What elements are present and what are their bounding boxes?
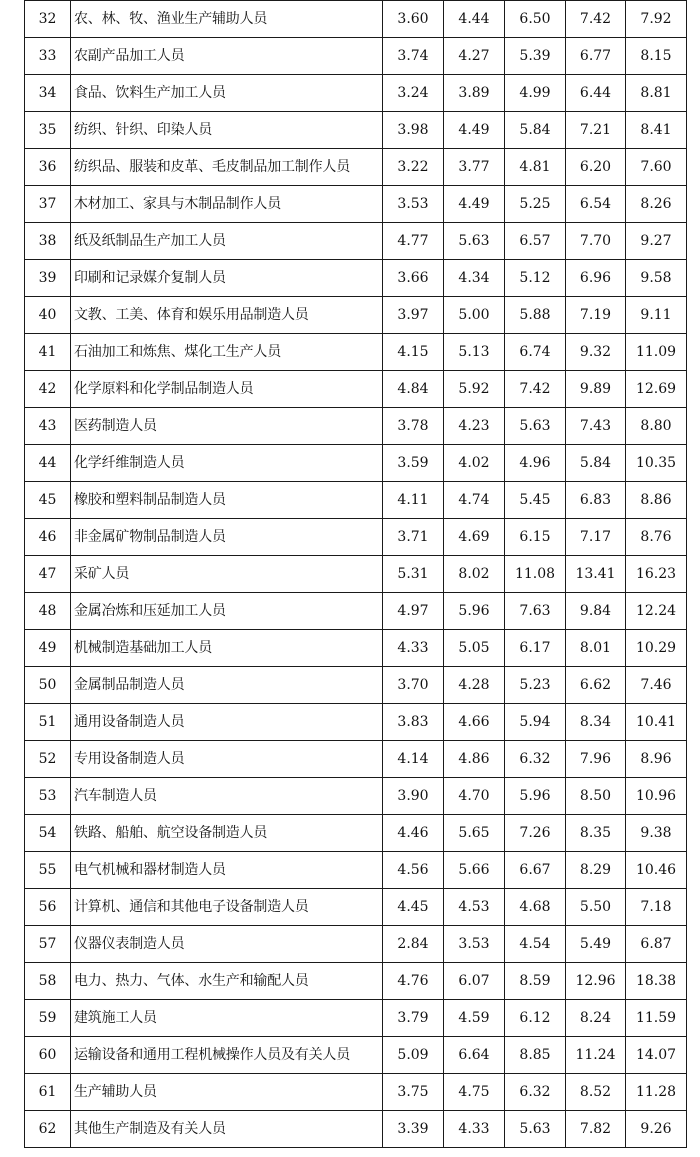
occupation-name: 通用设备制造人员	[71, 704, 383, 741]
row-number: 32	[25, 1, 71, 38]
row-number: 51	[25, 704, 71, 741]
value-cell-5: 7.18	[626, 889, 687, 926]
table-row	[25, 482, 687, 519]
occupation-name: 纺织品、服装和皮革、毛皮制品加工制作人员	[71, 149, 383, 186]
value-cell-2: 4.02	[444, 445, 505, 482]
value-cell-4: 9.32	[566, 334, 626, 371]
row-number: 60	[25, 1037, 71, 1074]
row-number: 39	[25, 260, 71, 297]
value-cell-1: 5.31	[383, 556, 444, 593]
value-cell-1: 3.39	[383, 1111, 444, 1148]
value-cell-1: 3.90	[383, 778, 444, 815]
value-cell-1: 4.56	[383, 852, 444, 889]
value-cell-3: 6.17	[505, 630, 566, 667]
value-cell-3: 5.39	[505, 38, 566, 75]
row-number: 34	[25, 75, 71, 112]
value-cell-1: 3.24	[383, 75, 444, 112]
value-cell-5: 8.26	[626, 186, 687, 223]
row-number: 62	[25, 1111, 71, 1148]
value-cell-3: 5.84	[505, 112, 566, 149]
value-cell-2: 5.96	[444, 593, 505, 630]
value-cell-4: 6.20	[566, 149, 626, 186]
value-cell-1: 3.59	[383, 445, 444, 482]
value-cell-4: 7.70	[566, 223, 626, 260]
table-row	[25, 667, 687, 704]
value-cell-1: 3.70	[383, 667, 444, 704]
value-cell-4: 6.44	[566, 75, 626, 112]
value-cell-5: 10.35	[626, 445, 687, 482]
table-row	[25, 704, 687, 741]
value-cell-2: 5.05	[444, 630, 505, 667]
table-row	[25, 1, 687, 38]
occupation-name: 纺织、针织、印染人员	[71, 112, 383, 149]
value-cell-1: 3.83	[383, 704, 444, 741]
occupation-name: 金属冶炼和压延加工人员	[71, 593, 383, 630]
row-number: 61	[25, 1074, 71, 1111]
value-cell-3: 5.23	[505, 667, 566, 704]
value-cell-4: 6.54	[566, 186, 626, 223]
row-number: 55	[25, 852, 71, 889]
value-cell-4: 6.96	[566, 260, 626, 297]
occupation-name: 生产辅助人员	[71, 1074, 383, 1111]
value-cell-1: 4.45	[383, 889, 444, 926]
table-row	[25, 1000, 687, 1037]
value-cell-3: 5.12	[505, 260, 566, 297]
value-cell-5: 10.29	[626, 630, 687, 667]
value-cell-3: 6.12	[505, 1000, 566, 1037]
row-number: 35	[25, 112, 71, 149]
table-row	[25, 1037, 687, 1074]
value-cell-5: 16.23	[626, 556, 687, 593]
value-cell-5: 12.69	[626, 371, 687, 408]
row-number: 52	[25, 741, 71, 778]
value-cell-1: 3.66	[383, 260, 444, 297]
table-row	[25, 112, 687, 149]
value-cell-2: 5.92	[444, 371, 505, 408]
value-cell-4: 7.43	[566, 408, 626, 445]
value-cell-1: 3.97	[383, 297, 444, 334]
occupation-name: 文教、工美、体育和娱乐用品制造人员	[71, 297, 383, 334]
value-cell-5: 8.86	[626, 482, 687, 519]
table-row	[25, 556, 687, 593]
value-cell-1: 3.75	[383, 1074, 444, 1111]
value-cell-1: 4.77	[383, 223, 444, 260]
value-cell-1: 4.97	[383, 593, 444, 630]
value-cell-4: 8.52	[566, 1074, 626, 1111]
value-cell-2: 4.74	[444, 482, 505, 519]
value-cell-4: 6.83	[566, 482, 626, 519]
value-cell-4: 8.29	[566, 852, 626, 889]
value-cell-3: 6.74	[505, 334, 566, 371]
row-number: 42	[25, 371, 71, 408]
occupation-name: 非金属矿物制品制造人员	[71, 519, 383, 556]
occupation-name: 木材加工、家具与木制品制作人员	[71, 186, 383, 223]
value-cell-2: 6.07	[444, 963, 505, 1000]
value-cell-2: 4.23	[444, 408, 505, 445]
value-cell-3: 4.96	[505, 445, 566, 482]
occupation-name: 化学原料和化学制品制造人员	[71, 371, 383, 408]
row-number: 37	[25, 186, 71, 223]
value-cell-4: 8.50	[566, 778, 626, 815]
value-cell-2: 3.53	[444, 926, 505, 963]
occupation-name: 专用设备制造人员	[71, 741, 383, 778]
row-number: 53	[25, 778, 71, 815]
value-cell-3: 4.68	[505, 889, 566, 926]
value-cell-4: 7.19	[566, 297, 626, 334]
occupation-name: 仪器仪表制造人员	[71, 926, 383, 963]
table-row	[25, 630, 687, 667]
value-cell-2: 4.28	[444, 667, 505, 704]
table-row	[25, 149, 687, 186]
value-cell-3: 6.67	[505, 852, 566, 889]
value-cell-3: 6.32	[505, 1074, 566, 1111]
occupation-name: 医药制造人员	[71, 408, 383, 445]
occupation-name: 农、林、牧、渔业生产辅助人员	[71, 1, 383, 38]
value-cell-2: 5.65	[444, 815, 505, 852]
value-cell-5: 12.24	[626, 593, 687, 630]
value-cell-2: 5.63	[444, 223, 505, 260]
value-cell-4: 7.17	[566, 519, 626, 556]
value-cell-3: 5.94	[505, 704, 566, 741]
value-cell-4: 6.77	[566, 38, 626, 75]
row-number: 57	[25, 926, 71, 963]
value-cell-5: 9.11	[626, 297, 687, 334]
value-cell-1: 3.60	[383, 1, 444, 38]
row-number: 50	[25, 667, 71, 704]
value-cell-4: 11.24	[566, 1037, 626, 1074]
value-cell-5: 10.96	[626, 778, 687, 815]
value-cell-5: 11.28	[626, 1074, 687, 1111]
value-cell-3: 4.81	[505, 149, 566, 186]
value-cell-3: 5.63	[505, 1111, 566, 1148]
value-cell-3: 5.63	[505, 408, 566, 445]
value-cell-4: 5.84	[566, 445, 626, 482]
value-cell-1: 4.15	[383, 334, 444, 371]
value-cell-4: 7.21	[566, 112, 626, 149]
table-row	[25, 260, 687, 297]
value-cell-2: 4.69	[444, 519, 505, 556]
row-number: 40	[25, 297, 71, 334]
table-row	[25, 223, 687, 260]
value-cell-2: 4.75	[444, 1074, 505, 1111]
value-cell-2: 5.13	[444, 334, 505, 371]
value-cell-5: 7.46	[626, 667, 687, 704]
value-cell-2: 4.49	[444, 112, 505, 149]
value-cell-4: 8.34	[566, 704, 626, 741]
value-cell-5: 8.15	[626, 38, 687, 75]
value-cell-1: 3.79	[383, 1000, 444, 1037]
value-cell-1: 3.98	[383, 112, 444, 149]
value-cell-3: 6.50	[505, 1, 566, 38]
table-row	[25, 519, 687, 556]
value-cell-1: 4.76	[383, 963, 444, 1000]
row-number: 47	[25, 556, 71, 593]
occupation-name: 机械制造基础加工人员	[71, 630, 383, 667]
value-cell-3: 5.96	[505, 778, 566, 815]
table-row	[25, 1111, 687, 1148]
table-row	[25, 445, 687, 482]
value-cell-4: 12.96	[566, 963, 626, 1000]
table-row	[25, 408, 687, 445]
row-number: 58	[25, 963, 71, 1000]
value-cell-4: 7.96	[566, 741, 626, 778]
row-number: 36	[25, 149, 71, 186]
value-cell-3: 6.32	[505, 741, 566, 778]
value-cell-3: 4.54	[505, 926, 566, 963]
value-cell-4: 5.49	[566, 926, 626, 963]
value-cell-3: 6.15	[505, 519, 566, 556]
value-cell-5: 8.76	[626, 519, 687, 556]
value-cell-3: 7.42	[505, 371, 566, 408]
value-cell-2: 4.70	[444, 778, 505, 815]
value-cell-3: 4.99	[505, 75, 566, 112]
occupation-name: 橡胶和塑料制品制造人员	[71, 482, 383, 519]
row-number: 45	[25, 482, 71, 519]
value-cell-5: 8.81	[626, 75, 687, 112]
occupation-name: 采矿人员	[71, 556, 383, 593]
value-cell-4: 8.35	[566, 815, 626, 852]
value-cell-2: 4.34	[444, 260, 505, 297]
occupation-name: 电气机械和器材制造人员	[71, 852, 383, 889]
table-row	[25, 741, 687, 778]
occupation-name: 电力、热力、气体、水生产和输配人员	[71, 963, 383, 1000]
table-row	[25, 186, 687, 223]
value-cell-4: 7.82	[566, 1111, 626, 1148]
row-number: 33	[25, 38, 71, 75]
occupation-name: 化学纤维制造人员	[71, 445, 383, 482]
value-cell-5: 9.58	[626, 260, 687, 297]
value-cell-2: 6.64	[444, 1037, 505, 1074]
value-cell-3: 7.63	[505, 593, 566, 630]
row-number: 38	[25, 223, 71, 260]
value-cell-3: 5.45	[505, 482, 566, 519]
occupation-name: 建筑施工人员	[71, 1000, 383, 1037]
value-cell-2: 4.33	[444, 1111, 505, 1148]
table-body	[25, 1, 687, 1148]
value-cell-1: 2.84	[383, 926, 444, 963]
value-cell-2: 4.27	[444, 38, 505, 75]
table-row	[25, 778, 687, 815]
value-cell-3: 5.88	[505, 297, 566, 334]
value-cell-2: 4.44	[444, 1, 505, 38]
value-cell-2: 8.02	[444, 556, 505, 593]
value-cell-3: 11.08	[505, 556, 566, 593]
value-cell-5: 6.87	[626, 926, 687, 963]
table-row	[25, 297, 687, 334]
occupation-name: 其他生产制造及有关人员	[71, 1111, 383, 1148]
value-cell-5: 14.07	[626, 1037, 687, 1074]
table-row	[25, 593, 687, 630]
value-cell-4: 5.50	[566, 889, 626, 926]
row-number: 44	[25, 445, 71, 482]
table-row	[25, 38, 687, 75]
row-number: 54	[25, 815, 71, 852]
value-cell-2: 3.89	[444, 75, 505, 112]
value-cell-3: 7.26	[505, 815, 566, 852]
table-row	[25, 75, 687, 112]
value-cell-5: 18.38	[626, 963, 687, 1000]
occupation-name: 汽车制造人员	[71, 778, 383, 815]
value-cell-2: 4.53	[444, 889, 505, 926]
row-number: 56	[25, 889, 71, 926]
value-cell-5: 7.92	[626, 1, 687, 38]
row-number: 59	[25, 1000, 71, 1037]
value-cell-1: 3.22	[383, 149, 444, 186]
value-cell-4: 8.01	[566, 630, 626, 667]
occupation-name: 计算机、通信和其他电子设备制造人员	[71, 889, 383, 926]
table-row	[25, 963, 687, 1000]
row-number: 41	[25, 334, 71, 371]
value-cell-2: 4.49	[444, 186, 505, 223]
occupation-name: 印刷和记录媒介复制人员	[71, 260, 383, 297]
value-cell-1: 3.78	[383, 408, 444, 445]
value-cell-1: 4.84	[383, 371, 444, 408]
table-row	[25, 852, 687, 889]
occupation-name: 食品、饮料生产加工人员	[71, 75, 383, 112]
wage-table	[24, 0, 687, 1148]
row-number: 43	[25, 408, 71, 445]
value-cell-5: 9.26	[626, 1111, 687, 1148]
occupation-name: 纸及纸制品生产加工人员	[71, 223, 383, 260]
value-cell-3: 6.57	[505, 223, 566, 260]
value-cell-2: 5.66	[444, 852, 505, 889]
value-cell-1: 4.33	[383, 630, 444, 667]
value-cell-5: 10.41	[626, 704, 687, 741]
value-cell-1: 3.71	[383, 519, 444, 556]
value-cell-2: 4.66	[444, 704, 505, 741]
row-number: 46	[25, 519, 71, 556]
value-cell-5: 11.09	[626, 334, 687, 371]
occupation-name: 农副产品加工人员	[71, 38, 383, 75]
row-number: 49	[25, 630, 71, 667]
value-cell-4: 6.62	[566, 667, 626, 704]
value-cell-3: 5.25	[505, 186, 566, 223]
value-cell-3: 8.59	[505, 963, 566, 1000]
value-cell-5: 8.41	[626, 112, 687, 149]
value-cell-2: 3.77	[444, 149, 505, 186]
value-cell-2: 4.59	[444, 1000, 505, 1037]
value-cell-5: 10.46	[626, 852, 687, 889]
table-row	[25, 926, 687, 963]
table-row	[25, 334, 687, 371]
value-cell-1: 4.11	[383, 482, 444, 519]
value-cell-2: 5.00	[444, 297, 505, 334]
value-cell-5: 7.60	[626, 149, 687, 186]
row-number: 48	[25, 593, 71, 630]
occupation-name: 石油加工和炼焦、煤化工生产人员	[71, 334, 383, 371]
table-row	[25, 889, 687, 926]
occupation-name: 铁路、船舶、航空设备制造人员	[71, 815, 383, 852]
value-cell-1: 4.14	[383, 741, 444, 778]
value-cell-4: 13.41	[566, 556, 626, 593]
value-cell-1: 3.74	[383, 38, 444, 75]
value-cell-5: 9.27	[626, 223, 687, 260]
occupation-name: 金属制品制造人员	[71, 667, 383, 704]
table-row	[25, 815, 687, 852]
value-cell-4: 9.84	[566, 593, 626, 630]
value-cell-5: 11.59	[626, 1000, 687, 1037]
value-cell-1: 4.46	[383, 815, 444, 852]
value-cell-5: 8.96	[626, 741, 687, 778]
table-row	[25, 371, 687, 408]
value-cell-3: 8.85	[505, 1037, 566, 1074]
value-cell-1: 5.09	[383, 1037, 444, 1074]
value-cell-4: 9.89	[566, 371, 626, 408]
value-cell-1: 3.53	[383, 186, 444, 223]
value-cell-5: 9.38	[626, 815, 687, 852]
table-row	[25, 1074, 687, 1111]
value-cell-2: 4.86	[444, 741, 505, 778]
value-cell-4: 7.42	[566, 1, 626, 38]
value-cell-5: 8.80	[626, 408, 687, 445]
occupation-name: 运输设备和通用工程机械操作人员及有关人员	[71, 1037, 383, 1074]
value-cell-4: 8.24	[566, 1000, 626, 1037]
